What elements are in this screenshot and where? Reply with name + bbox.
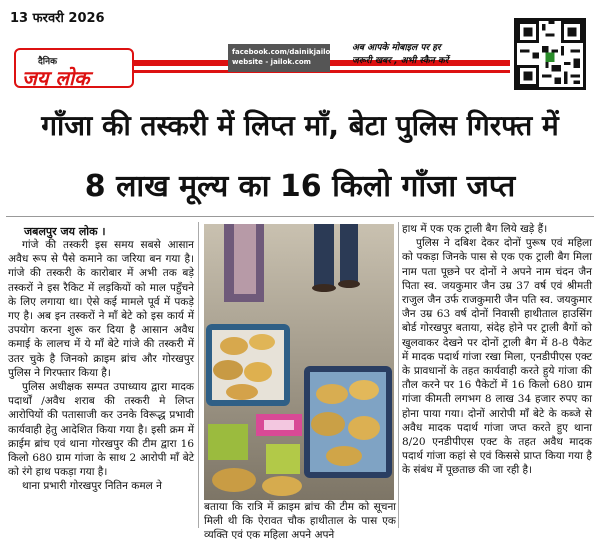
scan-prompt-line2: जरूरी खबर , अभी स्कैन करें — [352, 56, 449, 66]
byline: जबलपुर जय लोक । — [24, 225, 106, 238]
paragraph: गांजे की तस्करी इस समय सबसे आसान अवैध रूप से पैसे कमाने का जरिया बन गया है। गांजे की तस्करी के कारोबार में अभी तक बड़े तस्करों ने इस रैकिट में लड़कियों को माल पहुँचने के लिए लगाया था। ऐसे कई मामले पूर्व में पकड़े गए है। अब इन तस्करों ने माँ बेटे को इस कार्य में उपयोग करना शुरू कर दिया है आसान अवैध कमाई के लालच में ये माँ बेटे गांजे की तस्करी में उतर चुके है जिनको क्राइम ब्रांच और गोरखपुर पुलिस ने गिरफ्तार किया है। — [8, 239, 194, 379]
photo-caption-continued: बताया कि रात्रि में क्राइम ब्रांच की टीम को सूचना मिली थी कि ऐरावत चौक हाथीताल के पास एक व्यक्ति एवं एक महिला अपने अपने — [204, 501, 396, 541]
paragraph: पुलिस ने दबिश देकर दोनों पुरूष एवं महिला को पकड़ा जिनके पास से एक एक ट्राली बैग मिला नाम पता पूछने पर दोनों ने अपने नाम चंदन जैन पिता स्व. जयकुमार जैन उम्र 37 वर्ष एवं श्रीमती राजुल जैन उर्फ राजकुमारी जैन पति स्व. जयकुमार जैन उम्र 63 वर्ष दोनों निवासी हाथीताल हाउसिंग बोर्ड गोरखपुर बताया, संदेह होने पर ट्राली बैगों को खुलवाकर देखने पर दोनों ट्राली बैग में 8-8 पैकेट में मादक पदार्थ गांजा रखा मिला, एनडीपीएस एक्ट के प्रावधानों के तहत कार्यवाही करते हुये गांजा की तौल करने पर 16 पैकेटों में 16 किलो 680 ग्राम गांजा कीमती लगभग 8 लाख 34 हजार रुपए का होना पाया गया। दोनों आरोपी माँ बेटे के कब्जे से अवैध मादक पदार्थ गांजा जप्त करते हुए थाना 8/20 एनडीपीएस एक्ट के तहत अवैध मादक पदार्थ गांजा कहां से एवं किससे प्राप्त किया गया है के संबंध में पूछताछ की जा रही है। — [402, 237, 592, 477]
logo-wordmark: जय लोक — [22, 66, 90, 90]
column-divider — [198, 222, 199, 528]
paragraph: हाथ में एक एक ट्राली बैग लिये खड़े हैं। — [402, 223, 548, 235]
seized-ganja-photo — [204, 224, 394, 500]
paragraph: पुलिस अधीक्षक सम्पत उपाध्याय द्वारा मादक पदार्थों /अवैध शराब की तस्करी मे लिप्त आरोपियों की पतासाजी कर उनके विरूद्ध प्रभावी कार्यवाही हेतु आदेशित किया गया है। इसी क्रम में क्राईम ब्रांच एवं थाना गोरखपुर की टीम द्वारा 16 किलो 680 ग्राम गांजा के साथ 2 आरोपी माँ बेटे को रंगे हाथ पकड़ा गया है। — [8, 381, 194, 479]
qr-code-icon[interactable] — [514, 18, 586, 90]
paragraph: थाना प्रभारी गोरखपुर नितिन कमल ने — [22, 480, 162, 493]
scan-prompt — [352, 42, 449, 68]
scan-prompt-line1: अब आपके मोबाइल पर हर — [352, 43, 441, 53]
social-links-box — [228, 44, 335, 72]
headline-divider — [6, 216, 594, 217]
article-column-1 — [8, 238, 194, 494]
facebook-link[interactable]: facebook.com/dainikjailok — [232, 48, 335, 56]
article-column-3 — [402, 222, 592, 478]
headline-line1: गाँजा की तस्करी में लिप्त माँ, बेटा पुलिस गिरफ्त में — [41, 109, 559, 142]
logo-prefix: दैनिक — [38, 57, 58, 67]
headline-line2: 8 लाख मूल्य का 16 किलो गाँजा जप्त — [84, 169, 516, 204]
website-link[interactable]: website - jailok.com — [232, 58, 311, 66]
newspaper-logo — [14, 48, 134, 88]
masthead — [0, 0, 600, 96]
issue-date: 13 फरवरी 2026 — [10, 11, 105, 26]
column-divider — [398, 222, 399, 528]
